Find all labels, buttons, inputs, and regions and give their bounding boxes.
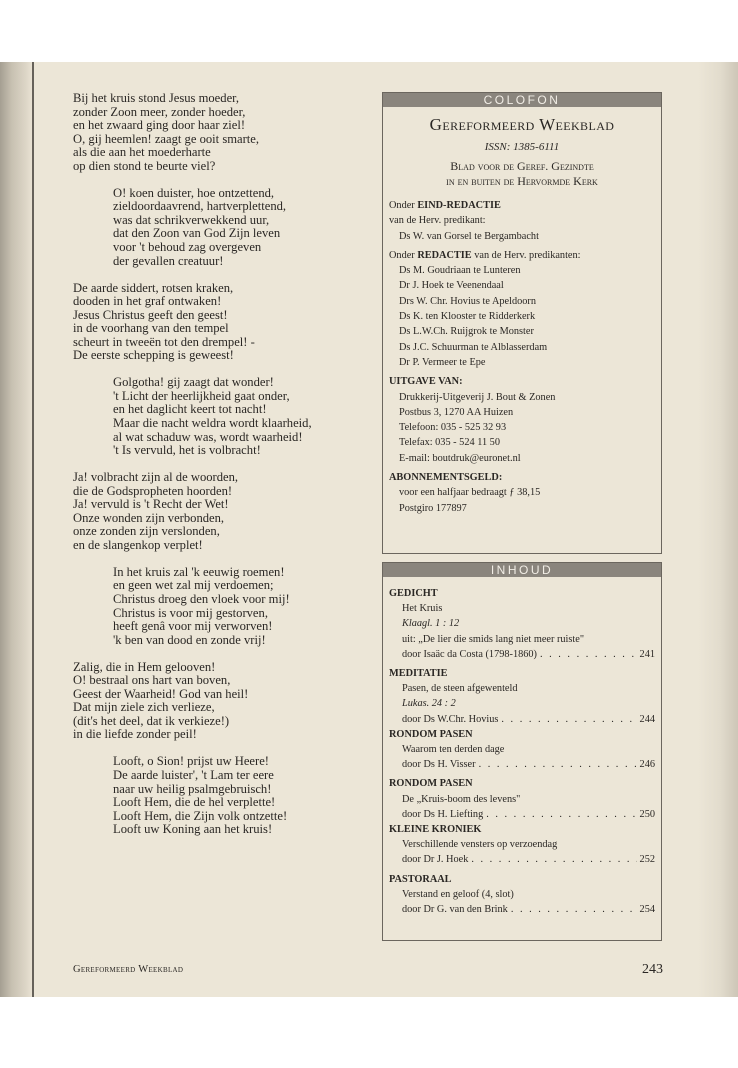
poem-line: scheurt in tweeën tot den drempel! - <box>73 334 255 349</box>
toc-entry: Het Kruis <box>402 603 443 615</box>
poem-stanza <box>73 187 373 268</box>
poem-line: Christus droeg den vloek voor mij! <box>113 592 290 606</box>
toc-section <box>389 776 655 822</box>
toc-entry: Verstand en geloof (4, slot) <box>402 888 514 900</box>
poem-line: 't Is vervuld, het is volbracht! <box>113 443 261 458</box>
uitgave-line: Drukkerij-Uitgeverij J. Bout & Zonen <box>399 391 556 403</box>
redactie-name: Ds L.W.Ch. Ruijgrok te Monster <box>399 326 534 338</box>
toc-category: PASTORAAL <box>389 873 452 885</box>
poem-line: Maar die nacht weldra wordt klaarheid, <box>113 415 312 430</box>
poem-stanza <box>73 661 373 742</box>
toc-section <box>389 586 655 662</box>
eindredactie-name: Ds W. van Gorsel te Bergambacht <box>399 230 539 242</box>
subtitle-line: in en buiten de Hervormde Kerk <box>446 174 598 188</box>
uitgave-section <box>383 374 661 466</box>
redactie-prefix: Onder <box>389 249 418 261</box>
poem-line: voor 't behoud zag overgeven <box>113 239 262 254</box>
inhoud-box <box>382 562 662 941</box>
redactie-suffix: van de Herv. predikanten: <box>471 249 581 261</box>
redactie-name: Drs W. Chr. Hovius te Apeldoorn <box>399 295 537 307</box>
abonnement-line: voor een halfjaar bedraagt ƒ 38,15 <box>399 487 541 499</box>
poem-line: Ja! volbracht zijn al de woorden, <box>73 470 239 485</box>
poem-line: 'k ben van dood en zonde vrij! <box>113 632 266 647</box>
abonnement-section <box>383 470 661 516</box>
poem-column <box>73 92 373 850</box>
subtitle-line: Blad voor de Geref. Gezindte <box>450 159 594 173</box>
toc-entry <box>389 902 655 917</box>
toc-entry <box>389 807 655 822</box>
toc-entry-text: door Isaäc da Costa (1798-1860) <box>402 648 537 660</box>
poem-stanza <box>73 92 373 173</box>
poem-line: naar uw heilig psalmgebruisch! <box>113 781 272 796</box>
poem-line: al wat schaduw was, wordt waarheid! <box>113 429 303 444</box>
page-fold-line <box>32 62 34 997</box>
page-footer <box>73 964 663 980</box>
dot-leader <box>471 852 636 867</box>
toc-page-number: 250 <box>639 808 655 820</box>
poem-line: O! koen duister, hoe ontzettend, <box>113 185 275 200</box>
toc-entry: De „Kruis-boom des levens" <box>402 793 521 805</box>
poem-line: O! bestraal ons hart van boven, <box>73 673 231 688</box>
poem-line: heeft genâ voor mij verworven! <box>113 619 273 634</box>
eindredactie-line: van de Herv. predikant: <box>389 215 486 227</box>
poem-line: en het zwaard ging door haar ziel! <box>73 118 246 133</box>
poem-line: onze zonden zijn verslonden, <box>73 524 220 539</box>
toc-section <box>389 727 655 773</box>
poem-line: die de Godspropheten hoorden! <box>73 483 233 498</box>
eindredactie-heading <box>389 198 655 213</box>
toc-entry <box>389 712 655 727</box>
poem-line: zieldoordaavrend, hartverplettend, <box>113 199 287 214</box>
toc-entry: Lukas. 24 : 2 <box>402 698 456 710</box>
poem-line: in die liefde zonder peil! <box>73 727 197 742</box>
dot-leader <box>540 647 637 662</box>
poem-line: Jesus Christus geeft den geest! <box>73 307 228 322</box>
dot-leader <box>479 757 637 772</box>
page-edge-right <box>698 62 738 997</box>
poem-line: O, gij heemlen! zaagt ge ooit smarte, <box>73 131 260 146</box>
toc-section <box>389 872 655 918</box>
inhoud-header: INHOUD <box>383 563 661 577</box>
uitgave-line: Telefoon: 035 - 525 32 93 <box>399 422 507 434</box>
eindredactie-prefix: Onder <box>389 200 418 211</box>
poem-stanza <box>73 755 373 836</box>
poem-line: Dat mijn ziele zich verlieze, <box>73 700 215 715</box>
toc-entry <box>389 647 655 662</box>
poem-line: en geen wet zal mij verdoemen; <box>113 578 274 593</box>
footer-publication-name: Gereformeerd Weekblad <box>73 964 184 975</box>
dot-leader <box>511 902 637 917</box>
inhoud-list <box>383 577 661 917</box>
toc-entry <box>389 852 655 867</box>
poem-line: Bij het kruis stond Jesus moeder, <box>73 91 239 105</box>
redactie-heading <box>389 248 655 263</box>
dot-leader <box>486 807 636 822</box>
poem-line: Looft Hem, die Zijn volk ontzette! <box>113 808 288 823</box>
poem-line: Looft, o Sion! prijst uw Heere! <box>113 754 269 769</box>
toc-category: RONDOM PASEN <box>389 778 473 790</box>
poem-line: Looft uw Koning aan het kruis! <box>113 822 273 837</box>
abonnement-line: Postgiro 177897 <box>399 502 467 514</box>
poem-line: Onze wonden zijn verbonden, <box>73 510 225 525</box>
issn: ISSN: 1385-6111 <box>484 141 560 153</box>
redactie-label: REDACTIE <box>417 249 472 261</box>
poem-line: De aarde luister', 't Lam ter eere <box>113 768 274 783</box>
dot-leader <box>501 712 636 727</box>
poem-line: De eerste schepping is geweest! <box>73 348 234 363</box>
redactie-name: Dr J. Hoek te Veenendaal <box>399 280 504 292</box>
poem-line: dooden in het graf ontwaken! <box>73 294 222 309</box>
poem-line: dat den Zoon van God Zijn leven <box>113 226 281 241</box>
poem-line: Zalig, die in Hem gelooven! <box>73 659 216 674</box>
toc-entry: Waarom ten derden dage <box>402 744 505 756</box>
poem-stanza <box>73 566 373 647</box>
uitgave-line: E-mail: boutdruk@euronet.nl <box>399 452 521 464</box>
toc-page-number: 246 <box>639 759 655 771</box>
toc-entry: Klaagl. 1 : 12 <box>402 618 460 630</box>
toc-category: MEDITATIE <box>389 668 448 680</box>
toc-entry: uit: „De lier die smids lang niet meer ruiste" <box>402 633 585 645</box>
poem-line: en het daglicht keert tot nacht! <box>113 402 267 417</box>
poem-line: der gevallen creatuur! <box>113 253 224 268</box>
poem-line: De aarde siddert, rotsen kraken, <box>73 280 234 295</box>
redactie-name: Ds J.C. Schuurman te Alblasserdam <box>399 341 548 353</box>
binding-shadow-left <box>0 62 34 997</box>
toc-page-number: 241 <box>639 648 655 660</box>
abonnement-label: ABONNEMENTSGELD: <box>389 472 503 484</box>
poem-line: In het kruis zal 'k eeuwig roemen! <box>113 564 285 579</box>
poem-line: Christus is voor mij gestorven, <box>113 605 268 620</box>
toc-entry-text: door Ds H. Liefting <box>402 808 484 820</box>
uitgave-line: Telefax: 035 - 524 11 50 <box>399 437 500 449</box>
redactie-section <box>383 248 661 370</box>
redactie-name: Ds M. Goudriaan te Lunteren <box>399 265 521 277</box>
toc-entry-text: door Ds W.Chr. Hovius <box>402 713 499 725</box>
toc-category: RONDOM PASEN <box>389 728 473 740</box>
poem-line: als die aan het moederharte <box>73 145 211 160</box>
poem-line: in de voorhang van den tempel <box>73 321 229 336</box>
poem-line: Golgotha! gij zaagt dat wonder! <box>113 375 274 390</box>
uitgave-line: Postbus 3, 1270 AA Huizen <box>399 406 514 418</box>
poem-line: Ja! vervuld is 't Recht der Wet! <box>73 497 229 512</box>
redactie-name: Ds K. ten Klooster te Ridderkerk <box>399 311 536 323</box>
toc-category: KLEINE KRONIEK <box>389 824 482 836</box>
eindredactie-label: EIND-REDACTIE <box>417 200 501 211</box>
toc-entry-text: door Ds H. Visser <box>402 759 476 771</box>
toc-section <box>389 666 655 727</box>
poem-line: en de slangenkop verplet! <box>73 537 203 552</box>
poem-line: Looft Hem, die de hel verplette! <box>113 795 276 810</box>
colofon-header: COLOFON <box>383 93 661 107</box>
poem-stanza <box>73 282 373 363</box>
page-number: 243 <box>642 962 663 977</box>
toc-entry-text: door Dr J. Hoek <box>402 854 469 866</box>
toc-page-number: 252 <box>639 854 655 866</box>
poem-line: Geest der Waarheid! God van heil! <box>73 686 249 701</box>
poem-line: (dit's het deel, dat ik verkieze!) <box>73 713 230 728</box>
toc-entry-text: door Dr G. van den Brink <box>402 904 508 916</box>
poem-line: was dat schrikverwekkend uur, <box>113 212 270 227</box>
toc-entry: Verschillende vensters op verzoendag <box>402 839 558 851</box>
poem-stanza <box>73 471 373 552</box>
publication-title: Gereformeerd Weekblad <box>429 115 615 134</box>
redactie-name: Dr P. Vermeer te Epe <box>399 356 486 368</box>
poem-line: 't Licht der heerlijkheid gaat onder, <box>113 388 290 403</box>
toc-entry <box>389 757 655 772</box>
toc-page-number: 244 <box>639 713 655 725</box>
toc-page-number: 254 <box>639 904 655 916</box>
poem-line: op dien stond te beurte viel? <box>73 158 216 173</box>
publication-subtitle <box>383 159 661 189</box>
toc-entry: Pasen, de steen afgewenteld <box>402 683 518 695</box>
eindredactie-section <box>383 198 661 244</box>
colofon-box <box>382 92 662 554</box>
toc-section <box>389 822 655 868</box>
poem-stanza <box>73 376 373 457</box>
toc-category: GEDICHT <box>389 588 438 599</box>
poem-line: zonder Zoon meer, zonder hoeder, <box>73 104 246 119</box>
uitgave-label: UITGAVE VAN: <box>389 376 463 388</box>
